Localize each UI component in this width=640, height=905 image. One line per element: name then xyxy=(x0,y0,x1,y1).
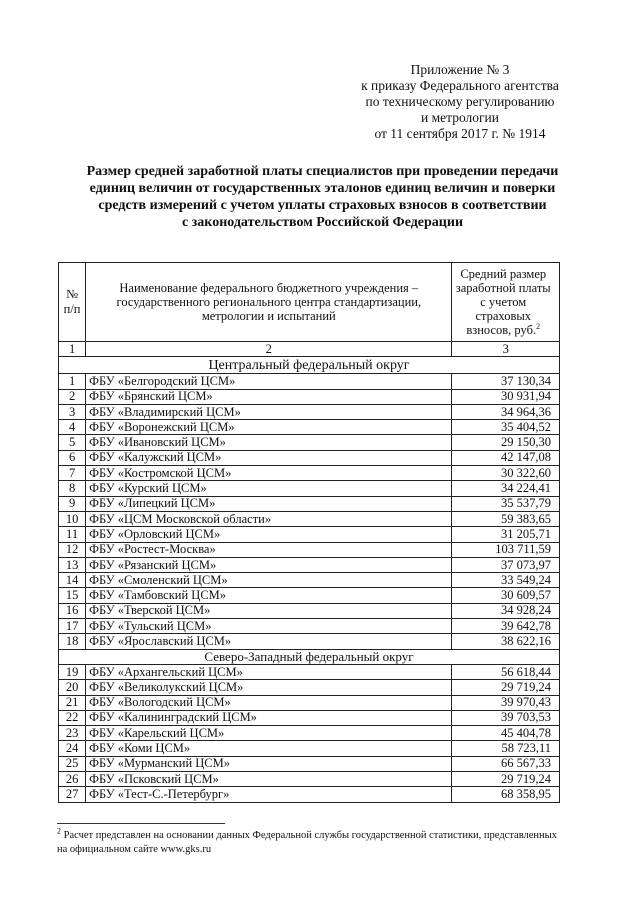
institution-name: ФБУ «Тверской ЦСМ» xyxy=(86,603,452,618)
row-number: 2 xyxy=(59,389,86,404)
region-title: Северо-Западный федеральный округ xyxy=(59,649,560,664)
institution-name: ФБУ «Калужский ЦСМ» xyxy=(86,450,452,465)
salary-value: 39 642,78 xyxy=(452,619,560,634)
salary-value: 59 383,65 xyxy=(452,511,560,526)
table-row xyxy=(59,404,560,419)
salary-value: 31 205,71 xyxy=(452,527,560,542)
table-row xyxy=(59,680,560,695)
table-row xyxy=(59,450,560,465)
salary-table xyxy=(58,262,560,803)
table-row xyxy=(59,664,560,679)
row-number: 22 xyxy=(59,710,86,725)
institution-name: ФБУ «Коми ЦСМ» xyxy=(86,741,452,756)
title-line: Размер средней заработной платы специалистов при проведении передачи xyxy=(86,164,559,179)
row-number: 26 xyxy=(59,772,86,787)
row-number: 19 xyxy=(59,664,86,679)
row-number: 5 xyxy=(59,435,86,450)
institution-name: ФБУ «Тульский ЦСМ» xyxy=(86,619,452,634)
institution-name: ФБУ «Владимирский ЦСМ» xyxy=(86,404,452,419)
salary-value: 30 609,57 xyxy=(452,588,560,603)
salary-value: 42 147,08 xyxy=(452,450,560,465)
salary-value: 35 404,52 xyxy=(452,420,560,435)
institution-name: ФБУ «Брянский ЦСМ» xyxy=(86,389,452,404)
row-number: 3 xyxy=(59,404,86,419)
institution-name: ФБУ «Костромской ЦСМ» xyxy=(86,466,452,481)
table-row xyxy=(59,603,560,618)
row-number: 6 xyxy=(59,450,86,465)
salary-value: 58 723,11 xyxy=(452,741,560,756)
row-number: 9 xyxy=(59,496,86,511)
appendix-order-date: от 11 сентября 2017 г. № 1914 xyxy=(374,126,546,141)
table-row xyxy=(59,695,560,710)
salary-value: 37 073,97 xyxy=(452,557,560,572)
salary-value: 35 537,79 xyxy=(452,496,560,511)
institution-name: ФБУ «Архангельский ЦСМ» xyxy=(86,664,452,679)
salary-value: 103 711,59 xyxy=(452,542,560,557)
institution-name: ФБУ «Ивановский ЦСМ» xyxy=(86,435,452,450)
salary-value: 39 970,43 xyxy=(452,695,560,710)
row-number: 27 xyxy=(59,787,86,802)
institution-name: ФБУ «Калининградский ЦСМ» xyxy=(86,710,452,725)
salary-value: 45 404,78 xyxy=(452,726,560,741)
salary-value: 34 928,24 xyxy=(452,603,560,618)
row-number: 16 xyxy=(59,603,86,618)
salary-value: 68 358,95 xyxy=(452,787,560,802)
salary-value: 66 567,33 xyxy=(452,756,560,771)
institution-name: ФБУ «Орловский ЦСМ» xyxy=(86,527,452,542)
row-number: 21 xyxy=(59,695,86,710)
column-index: 3 xyxy=(452,342,560,357)
row-number: 4 xyxy=(59,420,86,435)
institution-name: ФБУ «Псковский ЦСМ» xyxy=(86,772,452,787)
row-number: 12 xyxy=(59,542,86,557)
table-row xyxy=(59,389,560,404)
row-number: 13 xyxy=(59,557,86,572)
salary-value: 29 719,24 xyxy=(452,680,560,695)
salary-value: 30 322,60 xyxy=(452,466,560,481)
region-row xyxy=(59,649,560,664)
appendix-header xyxy=(330,62,590,142)
salary-value: 33 549,24 xyxy=(452,573,560,588)
column-header-number: № п/п xyxy=(59,263,86,342)
row-number: 8 xyxy=(59,481,86,496)
appendix-line: к приказу Федерального агентства xyxy=(361,78,559,93)
table-row xyxy=(59,573,560,588)
table-row xyxy=(59,772,560,787)
title-line: с законодательством Российской Федерации xyxy=(181,215,464,230)
table-row xyxy=(59,557,560,572)
table-row xyxy=(59,511,560,526)
salary-value: 38 622,16 xyxy=(452,634,560,649)
column-header-name: Наименование федерального бюджетного учреждения – государственного регионального центра стандартизации, метрологии и испытаний xyxy=(86,263,452,342)
region-row xyxy=(59,357,560,374)
row-number: 18 xyxy=(59,634,86,649)
row-number: 14 xyxy=(59,573,86,588)
document-title xyxy=(50,163,595,231)
table-row xyxy=(59,420,560,435)
institution-name: ФБУ «Тамбовский ЦСМ» xyxy=(86,588,452,603)
institution-name: ФБУ «Смоленский ЦСМ» xyxy=(86,573,452,588)
column-index: 1 xyxy=(59,342,86,357)
row-number: 17 xyxy=(59,619,86,634)
table-row xyxy=(59,634,560,649)
salary-value: 34 224,41 xyxy=(452,481,560,496)
table-row xyxy=(59,481,560,496)
footnote xyxy=(57,826,597,857)
salary-value: 29 150,30 xyxy=(452,435,560,450)
institution-name: ФБУ «Воронежский ЦСМ» xyxy=(86,420,452,435)
table-row xyxy=(59,527,560,542)
table-row xyxy=(59,466,560,481)
institution-name: ФБУ «Карельский ЦСМ» xyxy=(86,726,452,741)
table-row xyxy=(59,710,560,725)
salary-value: 39 703,53 xyxy=(452,710,560,725)
appendix-line: по техническому регулированию xyxy=(365,94,555,109)
table-row xyxy=(59,542,560,557)
row-number: 11 xyxy=(59,527,86,542)
row-number: 10 xyxy=(59,511,86,526)
column-index: 2 xyxy=(86,342,452,357)
row-number: 1 xyxy=(59,374,86,389)
appendix-title: Приложение № 3 xyxy=(410,62,510,77)
table-row xyxy=(59,374,560,389)
column-index-row xyxy=(59,342,560,357)
footnote-reference: 2 xyxy=(536,321,541,331)
column-header-salary: Средний размер заработной платы с учетом страховых взносов, руб.$^2$ xyxy=(452,263,560,342)
salary-value: 56 618,44 xyxy=(452,664,560,679)
table-row xyxy=(59,741,560,756)
region-title: Центральный федеральный округ xyxy=(59,357,560,374)
institution-name: ФБУ «Курский ЦСМ» xyxy=(86,481,452,496)
institution-name: ФБУ «Тест-С.-Петербург» xyxy=(86,787,452,802)
appendix-line: и метрологии xyxy=(421,110,499,125)
row-number: 24 xyxy=(59,741,86,756)
table-row xyxy=(59,756,560,771)
salary-value: 37 130,34 xyxy=(452,374,560,389)
institution-name: ФБУ «Великолукский ЦСМ» xyxy=(86,680,452,695)
salary-value: 29 719,24 xyxy=(452,772,560,787)
row-number: 15 xyxy=(59,588,86,603)
salary-value: 34 964,36 xyxy=(452,404,560,419)
table-row xyxy=(59,496,560,511)
institution-name: ФБУ «Рязанский ЦСМ» xyxy=(86,557,452,572)
table-row xyxy=(59,787,560,802)
footnote-mark: 2 xyxy=(57,826,61,836)
row-number: 25 xyxy=(59,756,86,771)
row-number: 7 xyxy=(59,466,86,481)
salary-value: 30 931,94 xyxy=(452,389,560,404)
institution-name: ФБУ «Ростест-Москва» xyxy=(86,542,452,557)
institution-name: ФБУ «Вологодский ЦСМ» xyxy=(86,695,452,710)
title-line: средств измерений с учетом уплаты страховых взносов в соответствии xyxy=(98,198,547,213)
table-row xyxy=(59,619,560,634)
footnote-text: Расчет представлен на основании данных Федеральной службы государственной статистики, представленных xyxy=(63,830,557,841)
table-header-row xyxy=(59,263,560,342)
table-row xyxy=(59,726,560,741)
institution-name: ФБУ «Ярославский ЦСМ» xyxy=(86,634,452,649)
institution-name: ФБУ «Белгородский ЦСМ» xyxy=(86,374,452,389)
institution-name: ФБУ «Мурманский ЦСМ» xyxy=(86,756,452,771)
institution-name: ФБУ «ЦСМ Московской области» xyxy=(86,511,452,526)
footnote-text: на официальном сайте www.gks.ru xyxy=(57,844,212,855)
title-line: единиц величин от государственных эталонов единиц величин и поверки xyxy=(89,181,556,196)
institution-name: ФБУ «Липецкий ЦСМ» xyxy=(86,496,452,511)
table-row xyxy=(59,435,560,450)
footnote-separator xyxy=(57,823,225,824)
table-row xyxy=(59,588,560,603)
row-number: 20 xyxy=(59,680,86,695)
row-number: 23 xyxy=(59,726,86,741)
